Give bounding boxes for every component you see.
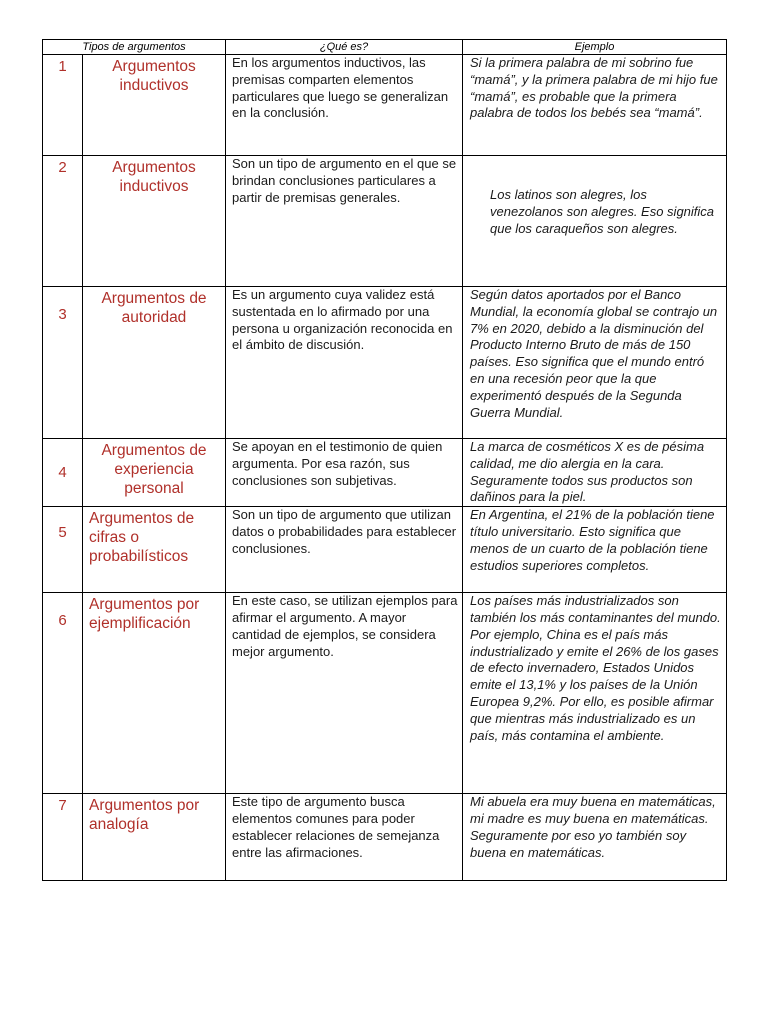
argument-description: Son un tipo de argumento en el que se brindan conclusiones particulares a partir de premisas generales.: [226, 156, 463, 287]
argument-description: Este tipo de argumento busca elementos comunes para poder establecer relaciones de semejanza entre las afirmaciones.: [226, 794, 463, 881]
table-row: [43, 794, 727, 881]
argument-description: Son un tipo de argumento que utilizan datos o probabilidades para establecer conclusiones.: [226, 507, 463, 593]
argument-example: Si la primera palabra de mi sobrino fue “mamá”, y la primera palabra de mi hijo fue “mamá”, es probable que la primera palabra de todos los bebés sea “mamá”.: [463, 55, 727, 156]
row-number: 3: [43, 287, 83, 439]
row-number: 6: [43, 593, 83, 794]
argument-type: Argumentos inductivos: [83, 55, 226, 156]
table-row: [43, 55, 727, 156]
header-que-es: ¿Qué es?: [226, 40, 463, 55]
argument-description: En los argumentos inductivos, las premisas comparten elementos particulares que luego se generalizan en la conclusión.: [226, 55, 463, 156]
argument-type: Argumentos de experiencia personal: [83, 439, 226, 507]
argument-example: Mi abuela era muy buena en matemáticas, mi madre es muy buena en matemáticas. Seguramente por eso yo también soy buena en matemáticas.: [463, 794, 727, 881]
row-number: 5: [43, 507, 83, 593]
argument-type: Argumentos por ejemplificación: [83, 593, 226, 794]
argument-example: La marca de cosméticos X es de pésima calidad, me dio alergia en la cara. Seguramente todos sus productos son dañinos para la piel.: [463, 439, 727, 507]
table-row: [43, 287, 727, 439]
row-number: 1: [43, 55, 83, 156]
argument-description: Es un argumento cuya validez está sustentada en lo afirmado por una persona u organización reconocida en el ámbito de discusión.: [226, 287, 463, 439]
header-tipos: Tipos de argumentos: [43, 40, 226, 55]
table-row: [43, 507, 727, 593]
argument-description: Se apoyan en el testimonio de quien argumenta. Por esa razón, sus conclusiones son subjetivas.: [226, 439, 463, 507]
argument-description: En este caso, se utilizan ejemplos para afirmar el argumento. A mayor cantidad de ejemplos, se considera mejor argumento.: [226, 593, 463, 794]
argument-type: Argumentos de autoridad: [83, 287, 226, 439]
table-row: [43, 156, 727, 287]
argument-type: Argumentos de cifras o probabilísticos: [83, 507, 226, 593]
table-row: [43, 593, 727, 794]
argument-example: Los países más industrializados son también los más contaminantes del mundo. Por ejemplo, China es el país más industrializado y emite el 26% de los gases de efecto invernadero, Estados Unidos emite el 13,1% y los países de la Unión Europea 9,2%. Por ello, es posible afirmar que mientras más industrializado es un país, más contamina el ambiente.: [463, 593, 727, 794]
argument-example: Según datos aportados por el Banco Mundial, la economía global se contrajo un 7% en 2020, debido a la disminución del Producto Interno Bruto de más de 150 países. Eso significa que el mundo entró en una recesión peor que la que experimentó después de la Segunda Guerra Mundial.: [463, 287, 727, 439]
argument-example: En Argentina, el 21% de la población tiene título universitario. Esto significa que menos de un cuarto de la población tiene estudios superiores completos.: [463, 507, 727, 593]
table-row: [43, 439, 727, 507]
argument-type: Argumentos inductivos: [83, 156, 226, 287]
row-number: 4: [43, 439, 83, 507]
row-number: 7: [43, 794, 83, 881]
row-number: 2: [43, 156, 83, 287]
arguments-table: [42, 39, 727, 881]
table-header-row: [43, 40, 727, 55]
argument-type: Argumentos por analogía: [83, 794, 226, 881]
header-ejemplo: Ejemplo: [463, 40, 727, 55]
argument-example: Los latinos son alegres, los venezolanos son alegres. Eso significa que los caraqueños son alegres.: [463, 156, 727, 287]
